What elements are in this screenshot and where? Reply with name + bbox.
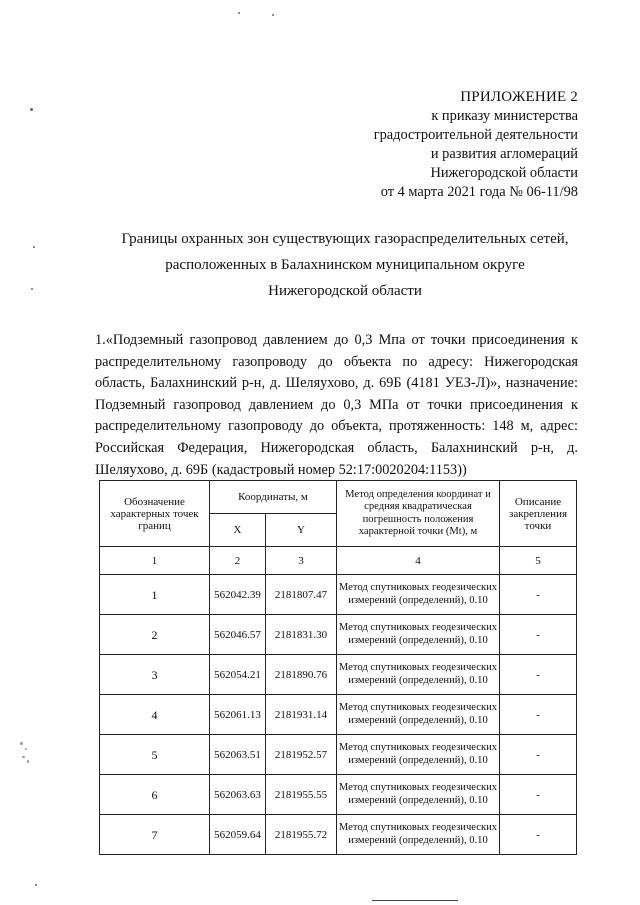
- point-id: 5: [100, 735, 210, 775]
- coord-x: 562063.51: [210, 735, 266, 775]
- scan-speck: [27, 760, 29, 763]
- scan-speck: [33, 246, 35, 248]
- fixing-description: -: [500, 695, 577, 735]
- appendix-block: [374, 88, 578, 202]
- point-id: 7: [100, 815, 210, 855]
- fixing-description: -: [500, 735, 577, 775]
- document-heading: [90, 226, 600, 304]
- scan-speck: [25, 748, 27, 750]
- column-number: 5: [500, 547, 577, 575]
- table-row: [100, 615, 577, 655]
- method-cell: Метод спутниковых геодезических измерений (определений), 0.10: [337, 615, 500, 655]
- scan-speck: [20, 742, 23, 745]
- appendix-line: к приказу министерства: [431, 108, 578, 124]
- method-cell: Метод спутниковых геодезических измерений (определений), 0.10: [337, 815, 500, 855]
- scan-speck: [22, 756, 25, 758]
- method-cell: Метод спутниковых геодезических измерений (определений), 0.10: [337, 575, 500, 615]
- method-cell: Метод спутниковых геодезических измерений (определений), 0.10: [337, 775, 500, 815]
- point-id: 4: [100, 695, 210, 735]
- method-cell: Метод спутниковых геодезических измерений (определений), 0.10: [337, 655, 500, 695]
- appendix-line: и развития агломераций: [430, 146, 578, 162]
- coord-x: 562063.63: [210, 775, 266, 815]
- header-method: Метод определения координат и средняя квадратическая погрешность положения характерной точки (Mt), м: [337, 481, 500, 547]
- footer-rule: [372, 900, 458, 901]
- heading-line: расположенных в Балахнинском муниципальном округе: [165, 257, 525, 273]
- scan-speck: [272, 14, 274, 16]
- scan-speck: [35, 884, 37, 886]
- coord-y: 2181807.47: [266, 575, 337, 615]
- point-id: 2: [100, 615, 210, 655]
- table-row: [100, 695, 577, 735]
- description-line: область, Балахнинский р-н, д. Шеляухово, д. 69Б (4181 УЕЗ-Л)», назначение:: [95, 375, 578, 392]
- header-x: X: [210, 514, 266, 547]
- table-row: [100, 655, 577, 695]
- header-description: Описание закрепления точки: [500, 481, 577, 547]
- method-cell: Метод спутниковых геодезических измерений (определений), 0.10: [337, 695, 500, 735]
- point-id: 3: [100, 655, 210, 695]
- fixing-description: -: [500, 615, 577, 655]
- coord-y: 2181831.30: [266, 615, 337, 655]
- coord-x: 562061.13: [210, 695, 266, 735]
- fixing-description: -: [500, 575, 577, 615]
- coord-y: 2181931.14: [266, 695, 337, 735]
- header-coordinates: Координаты, м: [210, 481, 337, 514]
- point-id: 6: [100, 775, 210, 815]
- coord-y: 2181952.57: [266, 735, 337, 775]
- coordinates-table: [99, 480, 577, 855]
- column-number: 1: [100, 547, 210, 575]
- fixing-description: -: [500, 775, 577, 815]
- appendix-line: градостроительной деятельности: [373, 127, 578, 143]
- description-line: распределительному газопроводу до объекта по адресу: Нижегородская: [95, 353, 578, 370]
- description-line: Шеляухово, д. 69Б (кадастровый номер 52:17:0020204:1153)): [95, 461, 467, 478]
- column-number: 4: [337, 547, 500, 575]
- point-id: 1: [100, 575, 210, 615]
- coord-y: 2181890.76: [266, 655, 337, 695]
- object-description: [95, 330, 578, 481]
- column-number: 3: [266, 547, 337, 575]
- scan-speck: [238, 12, 240, 14]
- fixing-description: -: [500, 815, 577, 855]
- description-line: Подземный газопровод давлением до 0,3 МПа от точки присоединения к: [95, 396, 578, 413]
- description-line: распределительному газопроводу до объекта, протяженность: 148 м, адрес:: [95, 418, 578, 435]
- coord-y: 2181955.55: [266, 775, 337, 815]
- table-row: [100, 575, 577, 615]
- fixing-description: -: [500, 655, 577, 695]
- scan-speck: [31, 288, 33, 290]
- appendix-line: Нижегородской области: [430, 165, 578, 181]
- method-cell: Метод спутниковых геодезических измерений (определений), 0.10: [337, 735, 500, 775]
- appendix-title: ПРИЛОЖЕНИЕ 2: [460, 89, 578, 105]
- coord-x: 562042.39: [210, 575, 266, 615]
- coord-x: 562054.21: [210, 655, 266, 695]
- description-line: 1.«Подземный газопровод давлением до 0,3 Мпа от точки присоединения к: [95, 332, 578, 348]
- column-number: 2: [210, 547, 266, 575]
- coord-x: 562046.57: [210, 615, 266, 655]
- table-row: [100, 815, 577, 855]
- coord-y: 2181955.72: [266, 815, 337, 855]
- description-line: Российская Федерация, Нижегородская область, Балахнинский р-н, д.: [95, 439, 578, 456]
- header-designation: Обозначение характерных точек границ: [100, 481, 210, 547]
- table-row: [100, 735, 577, 775]
- column-number-row: [100, 547, 577, 575]
- heading-line: Границы охранных зон существующих газораспределительных сетей,: [121, 231, 569, 247]
- coord-x: 562059.64: [210, 815, 266, 855]
- table-row: [100, 775, 577, 815]
- heading-line: Нижегородской области: [268, 283, 422, 299]
- scan-speck: [30, 108, 33, 111]
- appendix-line: от 4 марта 2021 года № 06-11/98: [380, 184, 578, 200]
- header-y: Y: [266, 514, 337, 547]
